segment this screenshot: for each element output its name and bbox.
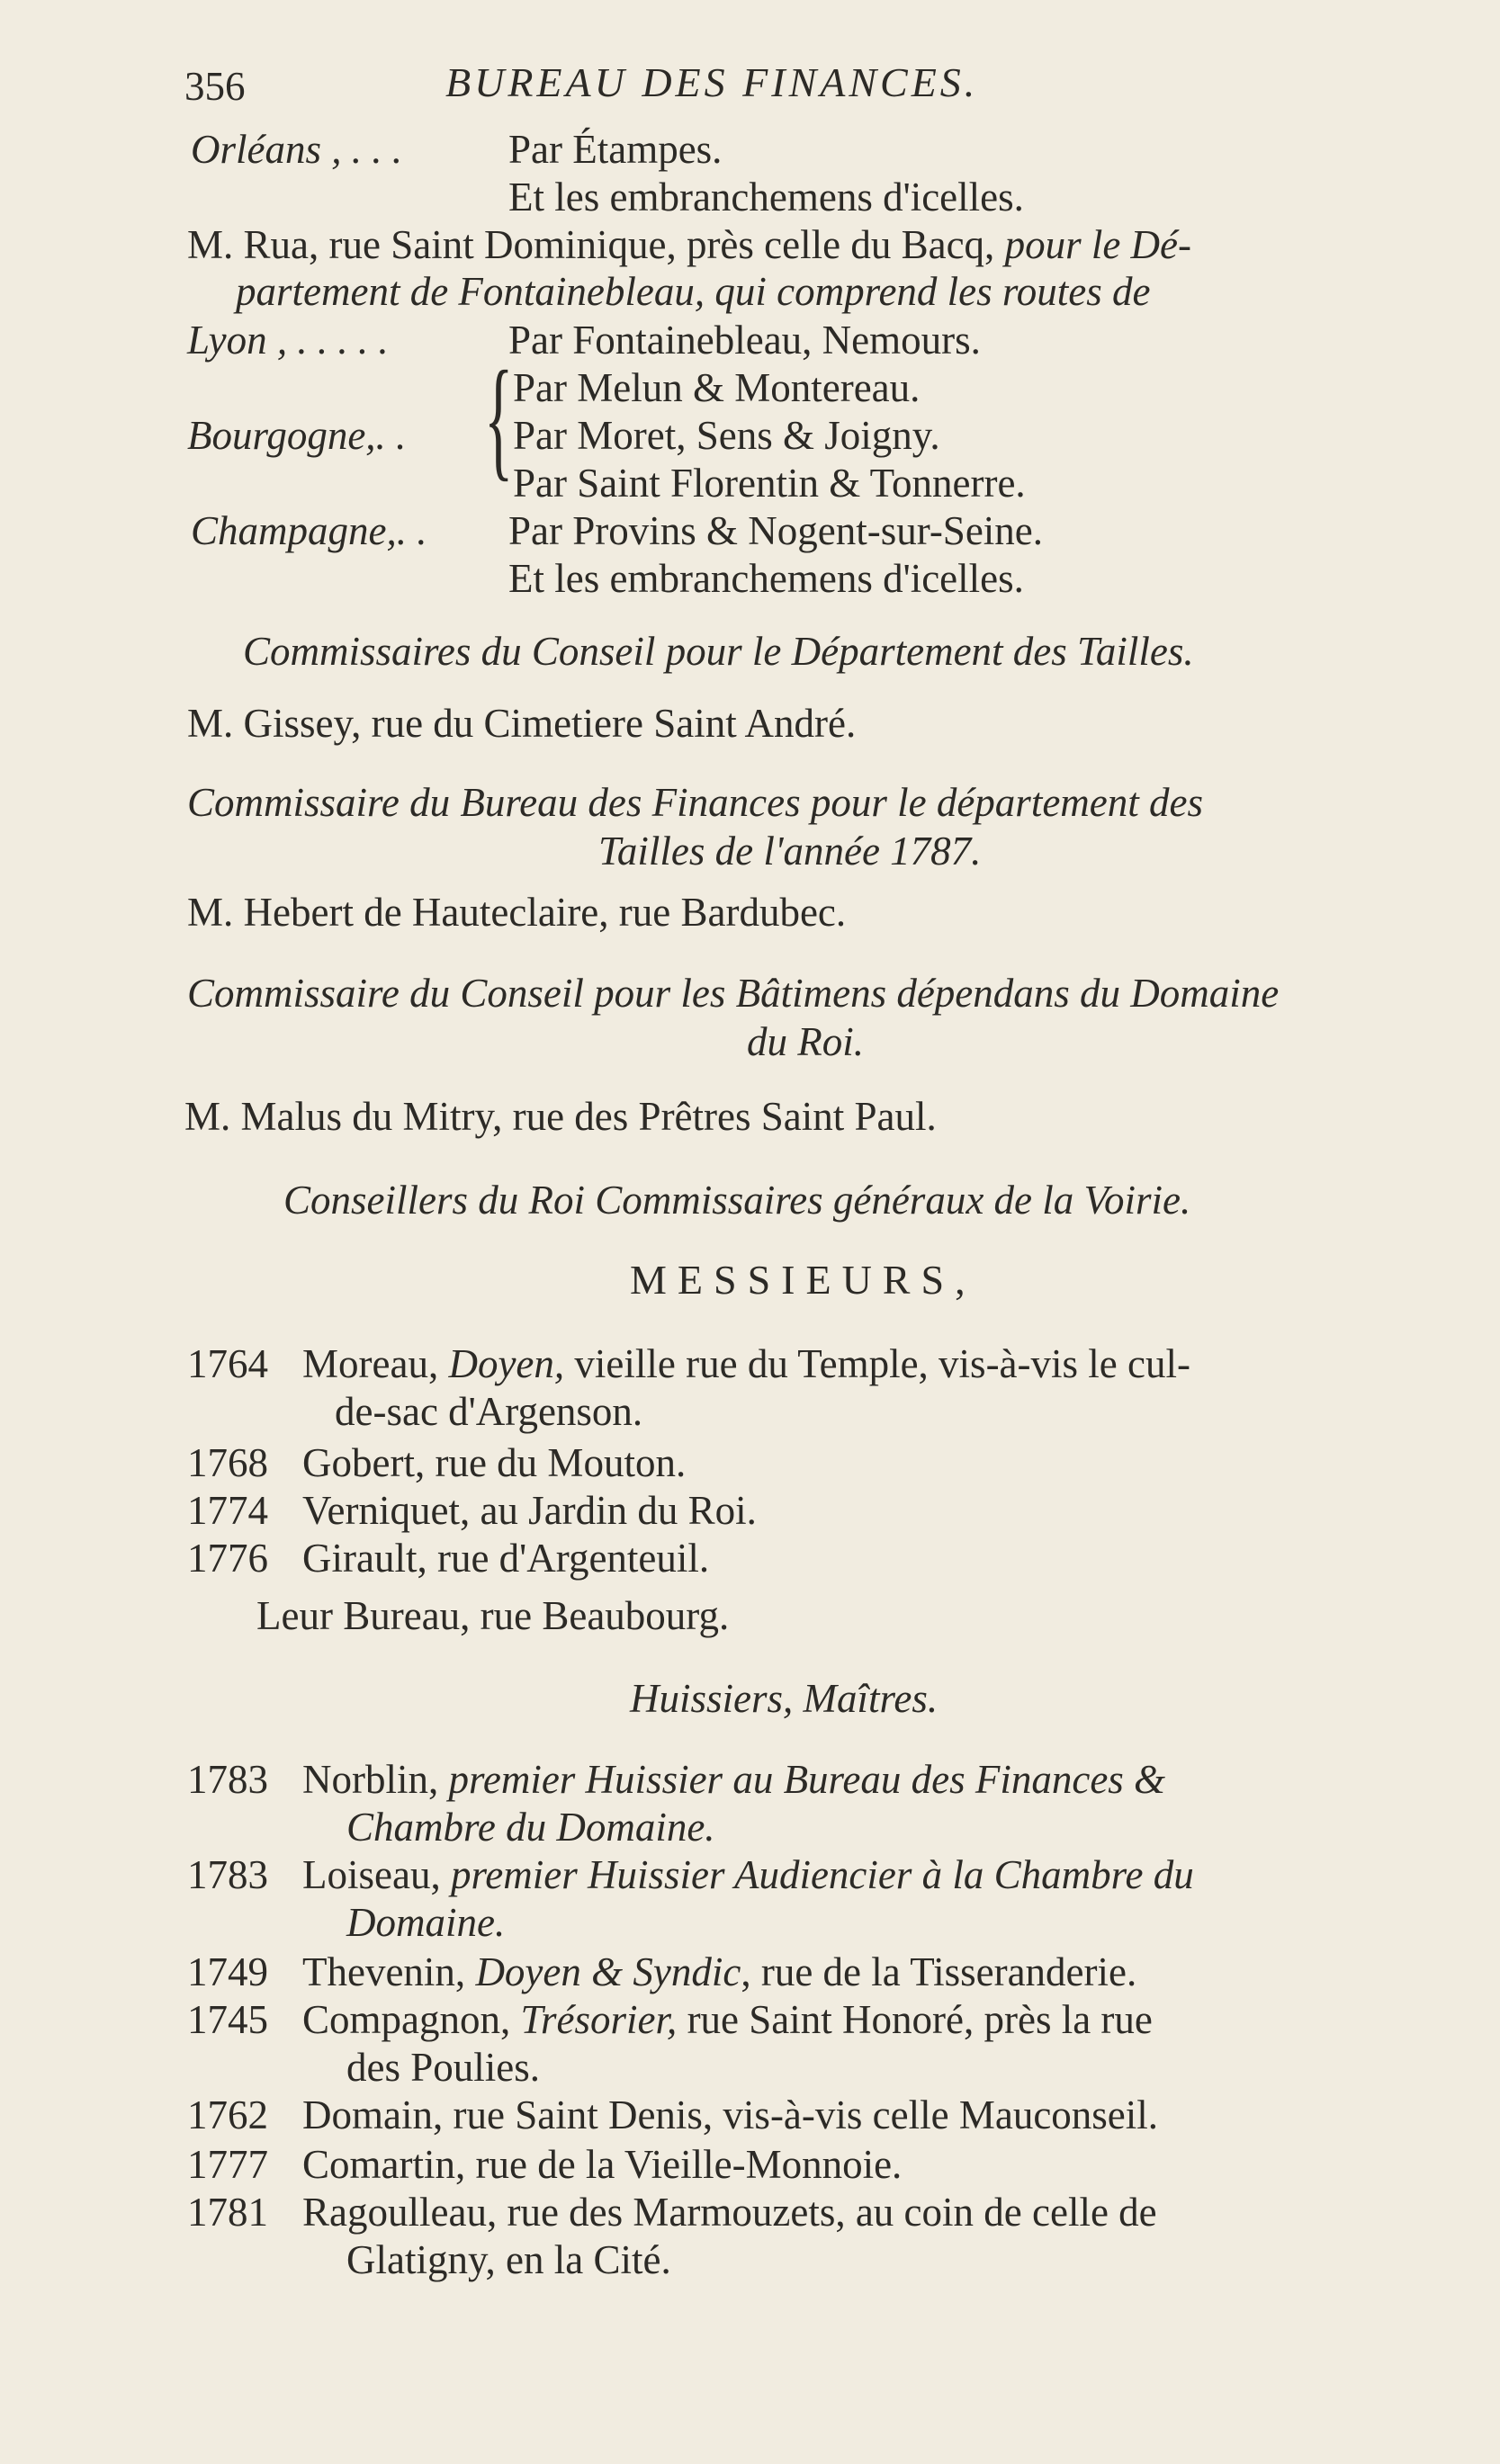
entry-rest: rue Saint Honoré, près la rue — [687, 1997, 1153, 2042]
batimens-heading-1: Commissaire du Conseil pour les Bâtimens dépendans du Domaine — [187, 971, 1280, 1016]
rua-entry-line1 — [187, 221, 1191, 268]
entry-title: Doyen, — [448, 1341, 565, 1386]
entry-continuation: de-sac d'Argenson. — [335, 1389, 643, 1434]
entry-year: 1762 — [187, 2092, 268, 2137]
list-item — [187, 1340, 1190, 1387]
entry-rest: , au Jardin du Roi. — [459, 1488, 757, 1533]
entry-rest: , rue de la Tisseranderie. — [741, 1949, 1137, 1994]
entry-name: Gobert — [302, 1440, 415, 1485]
champagne-label: Champagne,. . — [191, 508, 427, 553]
entry-continuation: Glatigny, en la Cité. — [346, 2237, 671, 2282]
batimens-name: M. Malus du Mitry, rue des Prêtres Saint Paul. — [184, 1094, 937, 1139]
lyon-label: Lyon , . . . . . — [187, 318, 389, 363]
champagne-branches: Et les embranchemens d'icelles. — [508, 556, 1024, 601]
entry-name: Verniquet — [302, 1488, 460, 1533]
entry-name: Ragoulleau, — [302, 2190, 498, 2235]
rua-address: M. Rua, rue Saint Dominique, près celle du Bacq, — [187, 222, 995, 267]
bourgogne-route-3: Par Saint Florentin & Tonnerre. — [513, 461, 1026, 506]
list-item — [187, 1996, 1153, 2043]
rua-department: pour le Dé- — [1004, 222, 1192, 267]
entry-year: 1783 — [187, 1757, 268, 1802]
huissiers-heading: Huissiers, Maîtres. — [630, 1676, 939, 1721]
rua-entry-line2: partement de Fontainebleau, qui comprend les routes de — [236, 269, 1151, 314]
entry-name: Girault — [302, 1536, 418, 1581]
champagne-route: Par Provins & Nogent-sur-Seine. — [508, 508, 1044, 553]
voirie-bureau: Leur Bureau, rue Beaubourg. — [256, 1593, 730, 1638]
entry-year: 1774 — [187, 1488, 268, 1533]
page-number: 356 — [184, 64, 246, 109]
entry-name: Thevenin, — [302, 1949, 466, 1994]
bourgogne-route-2: Par Moret, Sens & Joigny. — [513, 413, 940, 458]
entry-year: 1745 — [187, 1997, 268, 2042]
list-item — [187, 1535, 709, 1581]
entry-name: Comartin, — [302, 2142, 466, 2187]
entry-name: Norblin, — [302, 1757, 439, 1802]
entry-rest: vieille rue du Temple, vis-à-vis le cul- — [574, 1341, 1190, 1386]
entry-continuation: Chambre du Domaine. — [346, 1805, 715, 1850]
lyon-route: Par Fontainebleau, Nemours. — [508, 318, 981, 363]
entry-year: 1777 — [187, 2142, 268, 2187]
entry-rest: , rue du Mouton. — [414, 1440, 687, 1485]
entry-name: Loiseau, — [302, 1852, 441, 1897]
entry-year: 1776 — [187, 1536, 268, 1581]
entry-year: 1749 — [187, 1949, 268, 1994]
entry-rest: rue des Marmouzets, au coin de celle de — [507, 2190, 1157, 2235]
entry-title: Trésorier, — [520, 1997, 678, 2042]
entry-rest: rue de la Vieille-Monnoie. — [475, 2142, 903, 2187]
bourgogne-label: Bourgogne,. . — [187, 413, 407, 458]
entry-year: 1781 — [187, 2190, 268, 2235]
messieurs-label: MESSIEURS, — [630, 1257, 976, 1303]
tailles-bureau-heading-2: Tailles de l'année 1787. — [598, 829, 982, 874]
voirie-heading: Conseillers du Roi Commissaires généraux de la Voirie. — [283, 1178, 1191, 1223]
list-item — [187, 1439, 686, 1486]
list-item — [187, 2092, 1158, 2138]
entry-title: premier Huissier Audiencier à la Chambre du — [450, 1852, 1194, 1897]
tailles-conseil-heading: Commissaires du Conseil pour le Département des Tailles. — [243, 629, 1194, 674]
tailles-conseil-name: M. Gissey, rue du Cimetiere Saint André. — [187, 701, 857, 746]
entry-title: premier Huissier au Bureau des Finances & — [448, 1757, 1166, 1802]
tailles-bureau-name: M. Hebert de Hauteclaire, rue Bardubec. — [187, 890, 847, 935]
entry-year: 1783 — [187, 1852, 268, 1897]
entry-continuation: Domaine. — [346, 1900, 506, 1945]
list-item — [187, 2189, 1157, 2236]
entry-name: Moreau, — [302, 1341, 439, 1386]
list-item — [187, 1756, 1165, 1803]
entry-continuation: des Poulies. — [346, 2045, 541, 2090]
bourgogne-route-1: Par Melun & Montereau. — [513, 365, 921, 410]
tailles-bureau-heading-1: Commissaire du Bureau des Finances pour le département des — [187, 780, 1203, 825]
list-item — [187, 1949, 1136, 1995]
entry-year: 1764 — [187, 1341, 268, 1386]
entry-title: Doyen & Syndic — [475, 1949, 741, 1994]
entry-name: Domain, — [302, 2092, 444, 2137]
orleans-label: Orléans , . . . — [191, 127, 402, 172]
entry-year: 1768 — [187, 1440, 268, 1485]
orleans-branches: Et les embranchemens d'icelles. — [508, 175, 1024, 220]
entry-rest: , rue d'Argenteuil. — [417, 1536, 710, 1581]
batimens-heading-2: du Roi. — [747, 1019, 864, 1064]
list-item — [187, 1851, 1194, 1898]
list-item — [187, 1487, 757, 1534]
entry-name: Compagnon, — [302, 1997, 511, 2042]
brace-icon: { — [484, 344, 514, 493]
orleans-route: Par Étampes. — [508, 127, 723, 172]
entry-rest: rue Saint Denis, vis-à-vis celle Mauconseil. — [453, 2092, 1159, 2137]
running-title: BUREAU DES FINANCES. — [445, 59, 979, 105]
list-item — [187, 2141, 902, 2188]
